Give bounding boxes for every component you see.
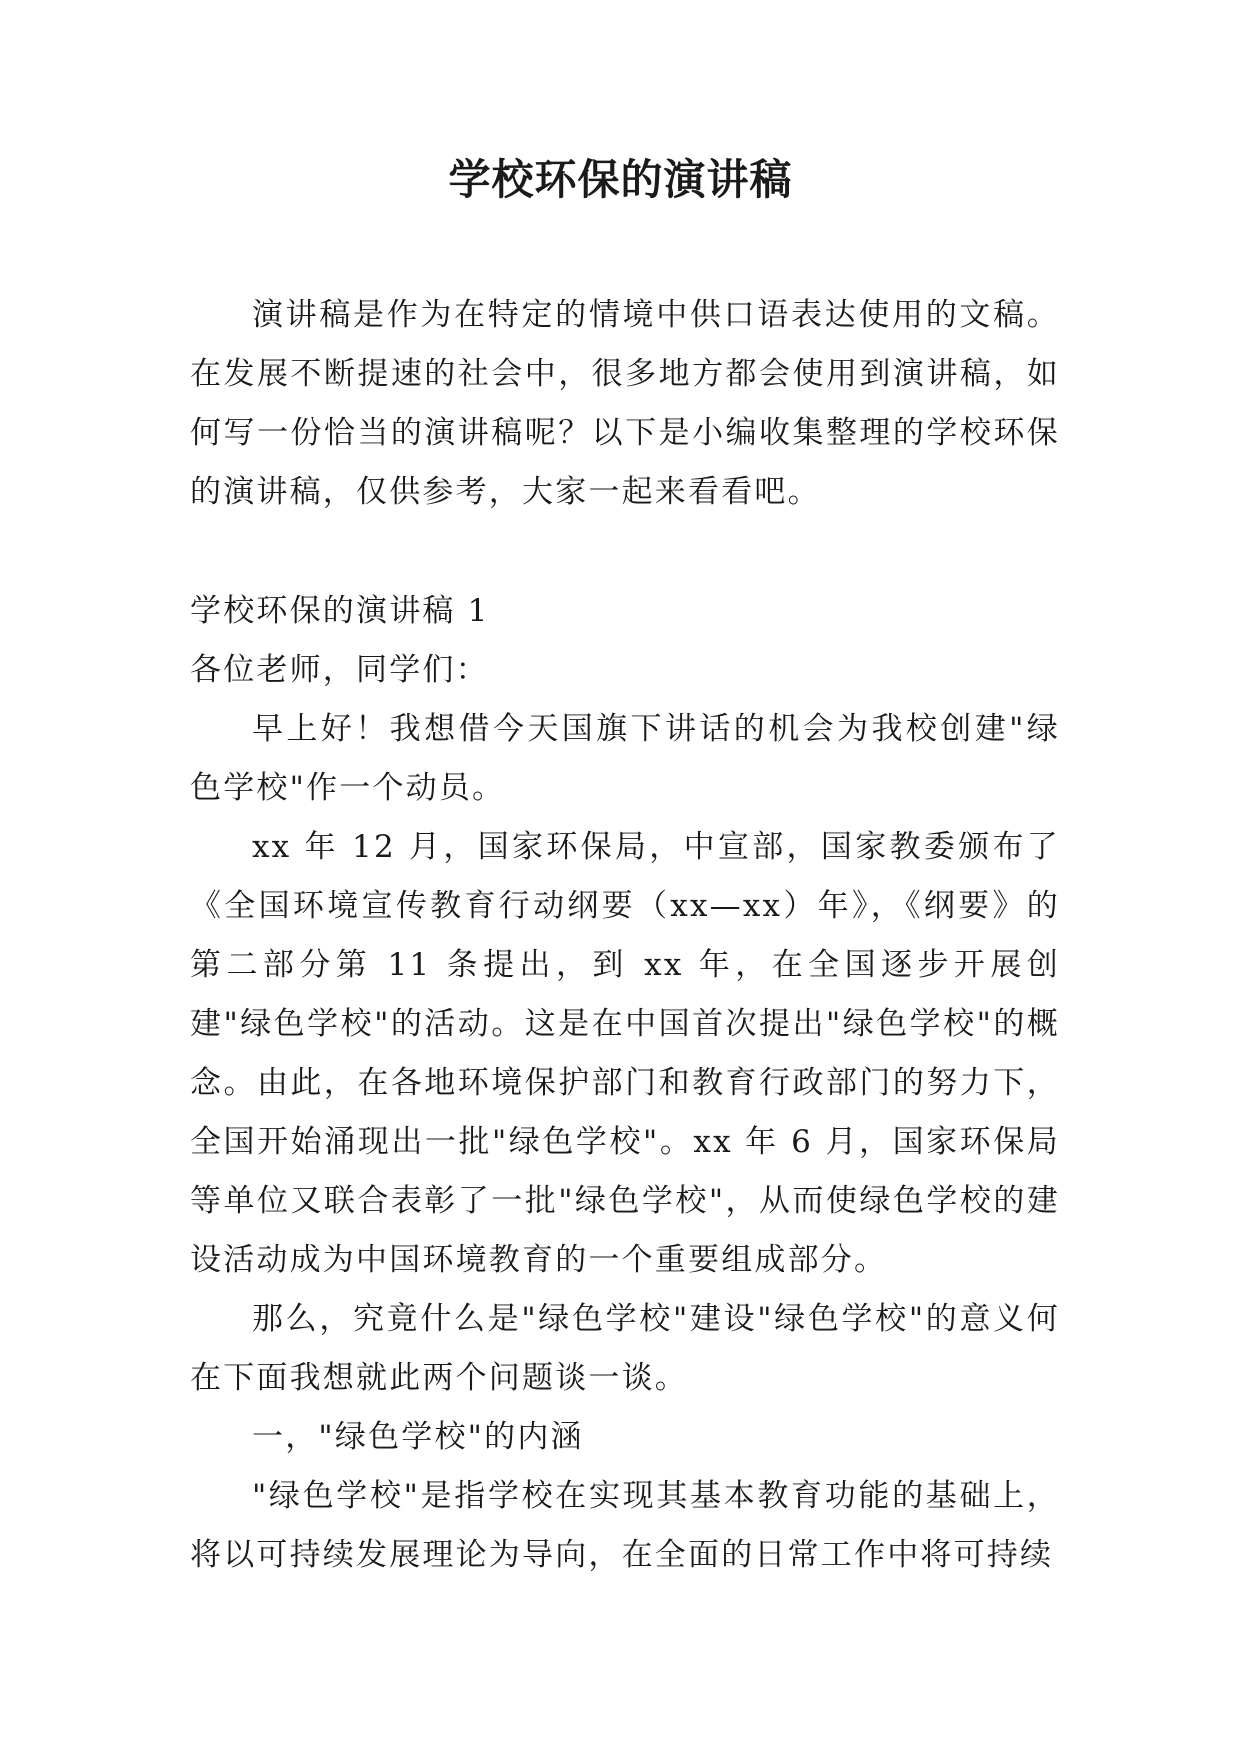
body-paragraph-1: 早上好！我想借今天国旗下讲话的机会为我校创建"绿色学校"作一个动员。 <box>190 711 1060 806</box>
document-title: 学校环保的演讲稿 <box>448 155 793 204</box>
body-paragraph-2: xx 年 12 月，国家环保局，中宣部，国家教委颁布了《全国环境宣传教育行动纲要（xx—xx）年》，《纲要》的第二部分第 11 条提出，到 xx 年，在全国逐步开展创建"绿色学校"的活动。这是在中国首次提出"绿色学校"的概念。由此，在各地环境保护部门和教育行政部门的努力下，全国开始涌现出一批"绿色学校"。xx 年 6 月，国家环保局等单位又联合表彰了一批"绿色学校"，从而使绿色学校的建设活动成为中国环境教育的一个重要组成部分。 <box>190 829 1060 1278</box>
salutation: 各位老师，同学们： <box>190 652 489 688</box>
subheading-green-school-meaning: 一，"绿色学校"的内涵 <box>252 1419 584 1455</box>
intro-paragraph: 演讲稿是作为在特定的情境中供口语表达使用的文稿。在发展不断提速的社会中，很多地方都会使用到演讲稿，如何写一份恰当的演讲稿呢？以下是小编收集整理的学校环保的演讲稿，仅供参考，大家一起来看看吧。 <box>190 297 1060 510</box>
document-body <box>190 286 1060 1585</box>
paragraph-gap <box>190 522 1060 582</box>
body-paragraph-3: 那么，究竟什么是"绿色学校"建设"绿色学校"的意义何在下面我想就此两个问题谈一谈。 <box>190 1301 1060 1396</box>
body-paragraph-4: "绿色学校"是指学校在实现其基本教育功能的基础上，将以可持续发展理论为导向，在全面的日常工作中将可持续 <box>190 1478 1060 1573</box>
section-heading: 学校环保的演讲稿 1 <box>190 593 490 629</box>
